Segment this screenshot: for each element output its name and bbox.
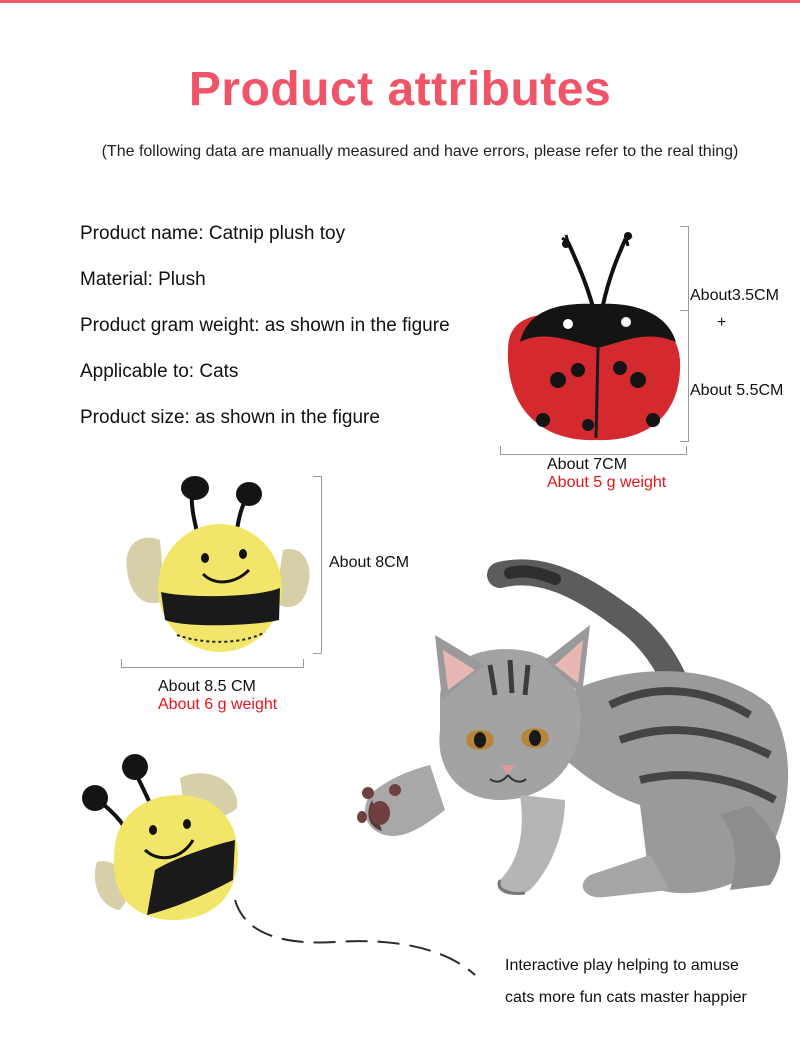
attr-product-name: Product name: Catnip plush toy (80, 223, 346, 244)
promo-caption (505, 955, 747, 1019)
ladybug-toy-image (498, 230, 688, 445)
top-accent-bar (0, 0, 800, 3)
ladybug-weight-label: About 5 g weight (547, 474, 667, 491)
ladybug-width-tick-right (686, 446, 687, 455)
ladybug-height-line (688, 226, 689, 442)
caption-line-1: Interactive play helping to amuse (505, 957, 739, 974)
bee-width-tick-right (303, 659, 304, 668)
attr-applicable: Applicable to: Cats (80, 361, 239, 382)
bee-height-line (321, 476, 322, 654)
ladybug-height-top-label: About3.5CM (690, 287, 779, 304)
bee-height-tick-bottom (313, 653, 322, 654)
ladybug-height-tick-bottom (680, 441, 689, 442)
caption-line-2: cats more fun cats master happier (505, 989, 747, 1006)
bee-weight-label: About 6 g weight (158, 696, 278, 713)
ladybug-width-tick-left (500, 446, 501, 455)
bee-toy-image (115, 470, 315, 660)
ladybug-height-tick-top (680, 226, 689, 227)
bee-height-tick-top (313, 476, 322, 477)
bee-height-label: About 8CM (329, 554, 410, 571)
kitten-image (350, 555, 800, 915)
attr-material: Material: Plush (80, 269, 206, 290)
ladybug-width-label: About 7CM (547, 456, 628, 473)
attribute-list (80, 222, 450, 452)
attr-product-size: Product size: as shown in the figure (80, 407, 380, 428)
attr-gram-weight: Product gram weight: as shown in the figure (80, 315, 450, 336)
ladybug-height-bottom-label: About 5.5CM (690, 382, 784, 399)
ladybug-width-line (500, 454, 686, 455)
bee-width-label: About 8.5 CM (158, 678, 256, 695)
bee-width-tick-left (121, 659, 122, 668)
page-subtitle: (The following data are manually measured and have errors, please refer to the real thing) (101, 143, 739, 160)
bee-width-line (121, 667, 304, 668)
ladybug-plus-label: + (717, 314, 727, 331)
ladybug-height-tick-mid (680, 310, 689, 311)
page-title: Product attributes (188, 63, 612, 116)
